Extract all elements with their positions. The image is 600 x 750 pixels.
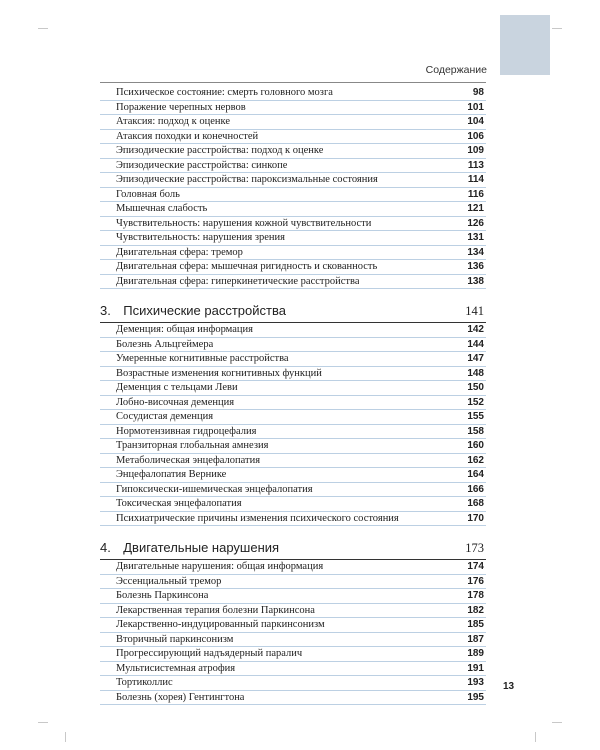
toc-entry[interactable] [100,202,486,217]
section-tab [500,15,550,75]
table-of-contents [100,86,486,705]
toc-entry-page: 134 [467,246,484,258]
toc-entry-title: Психиатрические причины изменения психического состояния [116,512,399,524]
toc-entry-title: Умеренные когнитивные расстройства [116,353,289,364]
toc-entry[interactable] [100,246,486,261]
toc-entry-title: Двигательная сфера: тремор [116,246,243,258]
toc-entry[interactable] [100,338,486,353]
toc-entry-title: Болезнь Альцгеймера [116,338,214,350]
chapter-heading-left [100,301,286,321]
toc-entry-page: 168 [467,498,484,509]
toc-entry-title: Деменция с тельцами Леви [116,382,238,393]
toc-entry-title: Токсическая энцефалопатия [116,498,242,509]
toc-entry[interactable] [100,512,486,527]
toc-entry[interactable] [100,367,486,382]
toc-entry-title: Транзиторная глобальная амнезия [116,440,269,451]
toc-entry[interactable] [100,676,486,691]
toc-entry-title: Прогрессирующий надъядерный паралич [116,648,303,659]
toc-entry-page: 191 [467,662,484,674]
chapter-number: 4. [100,540,111,555]
toc-entry-page: 158 [467,425,484,437]
chapter-heading-left [100,538,279,558]
toc-entry[interactable] [100,468,486,483]
toc-entry-page: 101 [467,101,484,113]
toc-entry-title: Нормотензивная гидроцефалия [116,425,257,437]
toc-entry[interactable] [100,589,486,604]
toc-entry-title: Двигательные нарушения: общая информация [116,561,324,572]
toc-entry-title: Атаксия: подход к оценке [116,116,230,127]
toc-entry[interactable] [100,159,486,174]
toc-entry-title: Эпизодические расстройства: подход к оценке [116,145,324,156]
toc-entry-title: Гипоксически-ишемическая энцефалопатия [116,483,313,495]
toc-entry-title: Метаболическая энцефалопатия [116,454,261,466]
toc-entry[interactable] [100,115,486,130]
toc-entry-page: 152 [467,396,484,408]
toc-entry-title: Возрастные изменения когнитивных функций [116,367,322,379]
toc-entry-page: 195 [467,691,484,703]
toc-entry[interactable] [100,618,486,633]
crop-mark [552,722,562,723]
toc-entry-page: 182 [467,604,484,616]
toc-entry-page: 98 [472,87,484,98]
toc-entry[interactable] [100,425,486,440]
toc-entry-title: Лобно-височная деменция [116,396,235,408]
toc-entry-page: 150 [467,382,484,393]
toc-entry[interactable] [100,497,486,512]
toc-entry[interactable] [100,217,486,232]
toc-entry-page: 144 [467,338,484,350]
toc-entry[interactable] [100,323,486,338]
toc-entry[interactable] [100,604,486,619]
toc-entry-page: 121 [467,203,484,214]
toc-entry-title: Поражение черепных нервов [116,101,246,113]
toc-entry[interactable] [100,575,486,590]
toc-entry[interactable] [100,410,486,425]
toc-entry-title: Чувствительность: нарушения зрения [116,232,285,243]
toc-entry[interactable] [100,396,486,411]
chapter-heading[interactable] [100,301,486,323]
toc-entry-page: 162 [467,454,484,466]
toc-entry-title: Мышечная слабость [116,203,208,214]
toc-entry-title: Энцефалопатия Вернике [116,469,227,480]
toc-entry[interactable] [100,173,486,188]
toc-entry-page: 113 [467,159,484,171]
toc-entry[interactable] [100,483,486,498]
toc-entry[interactable] [100,454,486,469]
toc-entry-title: Тортиколлис [116,677,173,688]
toc-entry-title: Деменция: общая информация [116,324,253,335]
chapter-page: 173 [465,541,484,555]
toc-entry[interactable] [100,633,486,648]
toc-entry-page: 185 [467,619,484,630]
toc-entry[interactable] [100,86,486,101]
toc-entry-title: Сосудистая деменция [116,411,214,422]
toc-entry-title: Головная боль [116,188,180,200]
toc-entry[interactable] [100,188,486,203]
toc-entry-page: 126 [467,217,484,229]
toc-entry[interactable] [100,439,486,454]
toc-entry-page: 166 [467,483,484,495]
toc-entry-page: 109 [467,145,484,156]
toc-entry-page: 155 [467,411,484,422]
toc-entry-page: 164 [467,469,484,480]
toc-entry-page: 104 [467,116,484,127]
toc-entry-page: 136 [467,261,484,272]
toc-entry-title: Атаксия походки и конечностей [116,130,259,142]
toc-entry-title: Эпизодические расстройства: синкопе [116,159,288,171]
toc-entry-title: Двигательная сфера: мышечная ригидность и скованность [116,261,378,272]
toc-entry[interactable] [100,260,486,275]
toc-entry[interactable] [100,101,486,116]
toc-entry-title: Чувствительность: нарушения кожной чувствительности [116,217,372,229]
toc-entry-title: Мультисистемная атрофия [116,662,236,674]
chapter-title: Двигательные нарушения [123,540,280,555]
toc-entry-title: Лекарственно-индуцированный паркинсонизм [116,619,325,630]
crop-mark [535,732,536,742]
chapter-page: 141 [465,304,484,318]
toc-entry-title: Эпизодические расстройства: пароксизмальные состояния [116,174,378,185]
toc-entry-page: 176 [467,575,484,587]
chapter-title: Психические расстройства [123,303,286,318]
toc-entry-title: Болезнь (хорея) Гентингтона [116,691,245,703]
toc-entry-page: 174 [467,561,484,572]
section-title: Содержание [425,64,487,76]
toc-entry[interactable] [100,647,486,662]
toc-entry-page: 131 [467,232,484,243]
toc-entry[interactable] [100,130,486,145]
toc-entry-page: 170 [467,512,484,524]
toc-entry[interactable] [100,352,486,367]
header-rule [100,82,486,83]
toc-entry-page: 193 [467,677,484,688]
toc-entry-page: 160 [467,440,484,451]
toc-entry-page: 147 [467,353,484,364]
crop-mark [552,28,562,29]
crop-mark [65,732,66,742]
toc-entry[interactable] [100,144,486,159]
toc-entry[interactable] [100,275,486,290]
toc-entry-title: Болезнь Паркинсона [116,590,209,601]
toc-entry[interactable] [100,231,486,246]
toc-entry-page: 178 [467,590,484,601]
toc-entry-page: 148 [467,367,484,379]
toc-entry-page: 138 [467,275,484,287]
toc-entry[interactable] [100,381,486,396]
toc-entry[interactable] [100,691,486,706]
toc-entry-page: 114 [467,174,484,185]
crop-mark [38,28,48,29]
toc-entry-title: Вторичный паркинсонизм [116,633,234,645]
toc-entry[interactable] [100,560,486,575]
crop-mark [38,722,48,723]
toc-entry-title: Двигательная сфера: гиперкинетические расстройства [116,275,360,287]
toc-entry-title: Лекарственная терапия болезни Паркинсона [116,604,315,616]
toc-entry-page: 116 [467,188,484,200]
chapter-heading[interactable] [100,538,486,560]
toc-entry-page: 106 [467,130,484,142]
toc-entry-title: Психическое состояние: смерть головного мозга [116,87,333,98]
toc-entry-page: 187 [467,633,484,645]
toc-entry[interactable] [100,662,486,677]
page-number: 13 [503,681,515,692]
toc-entry-title: Эссенциальный тремор [116,575,222,587]
toc-entry-page: 189 [467,648,484,659]
toc-entry-page: 142 [467,324,484,335]
chapter-number: 3. [100,303,111,318]
